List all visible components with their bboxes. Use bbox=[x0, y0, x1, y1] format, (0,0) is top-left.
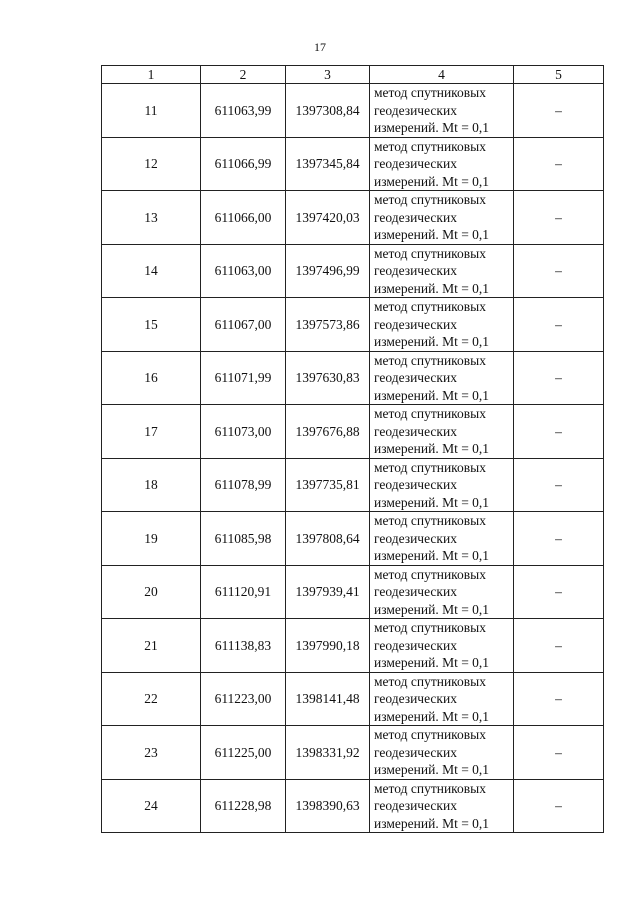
method-cell bbox=[370, 137, 514, 191]
note-cell: – bbox=[514, 191, 604, 245]
x-coordinate-cell: 611225,00 bbox=[201, 726, 286, 780]
method-line: геодезических bbox=[374, 477, 457, 492]
method-line: измерений. Mt = 0,1 bbox=[374, 601, 490, 617]
x-coordinate-cell: 611066,99 bbox=[201, 137, 286, 191]
method-line: геодезических bbox=[374, 102, 457, 118]
method-line: геодезических bbox=[374, 584, 457, 599]
point-number-cell: 24 bbox=[102, 779, 201, 833]
method-line: измерений. Mt = 0,1 bbox=[374, 494, 490, 510]
x-coordinate-cell: 611067,00 bbox=[201, 298, 286, 352]
point-number-cell: 13 bbox=[102, 191, 201, 245]
y-coordinate-cell: 1398331,92 bbox=[286, 726, 370, 780]
method-line: метод спутниковых bbox=[374, 459, 486, 475]
y-coordinate-cell: 1397308,84 bbox=[286, 84, 370, 138]
x-coordinate-cell: 611078,99 bbox=[201, 458, 286, 512]
table-row bbox=[102, 726, 604, 780]
note-cell: – bbox=[514, 351, 604, 405]
method-line: метод спутниковых bbox=[374, 780, 486, 796]
y-coordinate-cell: 1397990,18 bbox=[286, 619, 370, 673]
y-coordinate-cell: 1397496,99 bbox=[286, 244, 370, 298]
x-coordinate-cell: 611071,99 bbox=[201, 351, 286, 405]
method-line: метод спутниковых bbox=[374, 673, 486, 689]
method-line: метод спутниковых bbox=[374, 245, 486, 261]
point-number-cell: 18 bbox=[102, 458, 201, 512]
method-cell bbox=[370, 298, 514, 352]
point-number-cell: 20 bbox=[102, 565, 201, 619]
method-cell bbox=[370, 726, 514, 780]
y-coordinate-cell: 1397573,86 bbox=[286, 298, 370, 352]
y-coordinate-cell: 1398141,48 bbox=[286, 672, 370, 726]
y-coordinate-cell: 1397808,64 bbox=[286, 512, 370, 566]
point-number-cell: 17 bbox=[102, 405, 201, 459]
page-number: 17 bbox=[314, 40, 326, 54]
table-row bbox=[102, 779, 604, 833]
point-number-cell: 21 bbox=[102, 619, 201, 673]
method-cell bbox=[370, 672, 514, 726]
method-line: измерений. Mt = 0,1 bbox=[374, 120, 490, 135]
y-coordinate-cell: 1397735,81 bbox=[286, 458, 370, 512]
table-row bbox=[102, 512, 604, 566]
method-line: метод спутниковых bbox=[374, 299, 486, 314]
column-header-3: 3 bbox=[286, 66, 370, 84]
method-line: геодезических bbox=[374, 263, 457, 278]
point-number-cell: 15 bbox=[102, 298, 201, 352]
table-row bbox=[102, 351, 604, 405]
column-header-5: 5 bbox=[514, 66, 604, 84]
method-line: измерений. Mt = 0,1 bbox=[374, 334, 490, 349]
method-line: метод спутниковых bbox=[374, 192, 486, 207]
x-coordinate-cell: 611073,00 bbox=[201, 405, 286, 459]
method-line: геодезических bbox=[374, 370, 457, 385]
table-row bbox=[102, 672, 604, 726]
method-line: геодезических bbox=[374, 316, 457, 332]
table-row bbox=[102, 565, 604, 619]
method-line: измерений. Mt = 0,1 bbox=[374, 441, 490, 456]
point-number-cell: 19 bbox=[102, 512, 201, 566]
method-line: геодезических bbox=[374, 423, 457, 439]
point-number-cell: 14 bbox=[102, 244, 201, 298]
x-coordinate-cell: 611085,98 bbox=[201, 512, 286, 566]
table-row bbox=[102, 137, 604, 191]
table-row bbox=[102, 458, 604, 512]
method-line: геодезических bbox=[374, 798, 457, 813]
table-row bbox=[102, 619, 604, 673]
table-body bbox=[102, 84, 604, 833]
table-row bbox=[102, 191, 604, 245]
note-cell: – bbox=[514, 137, 604, 191]
x-coordinate-cell: 611063,99 bbox=[201, 84, 286, 138]
note-cell: – bbox=[514, 84, 604, 138]
coordinates-table bbox=[101, 65, 604, 833]
note-cell: – bbox=[514, 779, 604, 833]
method-cell bbox=[370, 405, 514, 459]
method-line: геодезических bbox=[374, 209, 457, 225]
method-cell bbox=[370, 779, 514, 833]
method-cell bbox=[370, 84, 514, 138]
x-coordinate-cell: 611063,00 bbox=[201, 244, 286, 298]
method-cell bbox=[370, 458, 514, 512]
method-cell bbox=[370, 512, 514, 566]
method-cell bbox=[370, 244, 514, 298]
method-line: метод спутниковых bbox=[374, 566, 486, 582]
note-cell: – bbox=[514, 244, 604, 298]
y-coordinate-cell: 1397420,03 bbox=[286, 191, 370, 245]
note-cell: – bbox=[514, 565, 604, 619]
x-coordinate-cell: 611223,00 bbox=[201, 672, 286, 726]
method-line: геодезических bbox=[374, 530, 457, 546]
note-cell: – bbox=[514, 619, 604, 673]
x-coordinate-cell: 611228,98 bbox=[201, 779, 286, 833]
column-header-2: 2 bbox=[201, 66, 286, 84]
method-line: метод спутниковых bbox=[374, 620, 486, 635]
method-line: метод спутниковых bbox=[374, 727, 486, 742]
method-line: измерений. Mt = 0,1 bbox=[374, 173, 490, 189]
method-line: геодезических bbox=[374, 637, 457, 653]
method-line: измерений. Mt = 0,1 bbox=[374, 708, 490, 724]
method-line: метод спутниковых bbox=[374, 513, 486, 528]
method-cell bbox=[370, 351, 514, 405]
method-cell bbox=[370, 191, 514, 245]
table-row bbox=[102, 298, 604, 352]
note-cell: – bbox=[514, 458, 604, 512]
note-cell: – bbox=[514, 405, 604, 459]
y-coordinate-cell: 1397630,83 bbox=[286, 351, 370, 405]
method-line: метод спутниковых bbox=[374, 352, 486, 368]
table-row bbox=[102, 244, 604, 298]
y-coordinate-cell: 1397345,84 bbox=[286, 137, 370, 191]
method-line: метод спутниковых bbox=[374, 406, 486, 421]
method-line: геодезических bbox=[374, 156, 457, 171]
method-line: измерений. Mt = 0,1 bbox=[374, 655, 490, 670]
note-cell: – bbox=[514, 726, 604, 780]
column-header-4: 4 bbox=[370, 66, 514, 84]
method-line: измерений. Mt = 0,1 bbox=[374, 762, 490, 777]
method-cell bbox=[370, 565, 514, 619]
method-line: метод спутниковых bbox=[374, 85, 486, 100]
point-number-cell: 22 bbox=[102, 672, 201, 726]
note-cell: – bbox=[514, 672, 604, 726]
method-line: измерений. Mt = 0,1 bbox=[374, 280, 490, 296]
note-cell: – bbox=[514, 298, 604, 352]
x-coordinate-cell: 611120,91 bbox=[201, 565, 286, 619]
y-coordinate-cell: 1397676,88 bbox=[286, 405, 370, 459]
y-coordinate-cell: 1398390,63 bbox=[286, 779, 370, 833]
method-line: метод спутниковых bbox=[374, 138, 486, 154]
point-number-cell: 23 bbox=[102, 726, 201, 780]
method-line: измерений. Mt = 0,1 bbox=[374, 548, 490, 563]
note-cell: – bbox=[514, 512, 604, 566]
method-line: измерений. Mt = 0,1 bbox=[374, 227, 490, 242]
method-cell bbox=[370, 619, 514, 673]
table-header-row bbox=[102, 66, 604, 84]
point-number-cell: 16 bbox=[102, 351, 201, 405]
table-row bbox=[102, 84, 604, 138]
y-coordinate-cell: 1397939,41 bbox=[286, 565, 370, 619]
column-header-1: 1 bbox=[102, 66, 201, 84]
method-line: геодезических bbox=[374, 744, 457, 760]
point-number-cell: 11 bbox=[102, 84, 201, 138]
method-line: измерений. Mt = 0,1 bbox=[374, 815, 490, 831]
table-row bbox=[102, 405, 604, 459]
x-coordinate-cell: 611138,83 bbox=[201, 619, 286, 673]
method-line: измерений. Mt = 0,1 bbox=[374, 387, 490, 403]
x-coordinate-cell: 611066,00 bbox=[201, 191, 286, 245]
method-line: геодезических bbox=[374, 691, 457, 706]
point-number-cell: 12 bbox=[102, 137, 201, 191]
